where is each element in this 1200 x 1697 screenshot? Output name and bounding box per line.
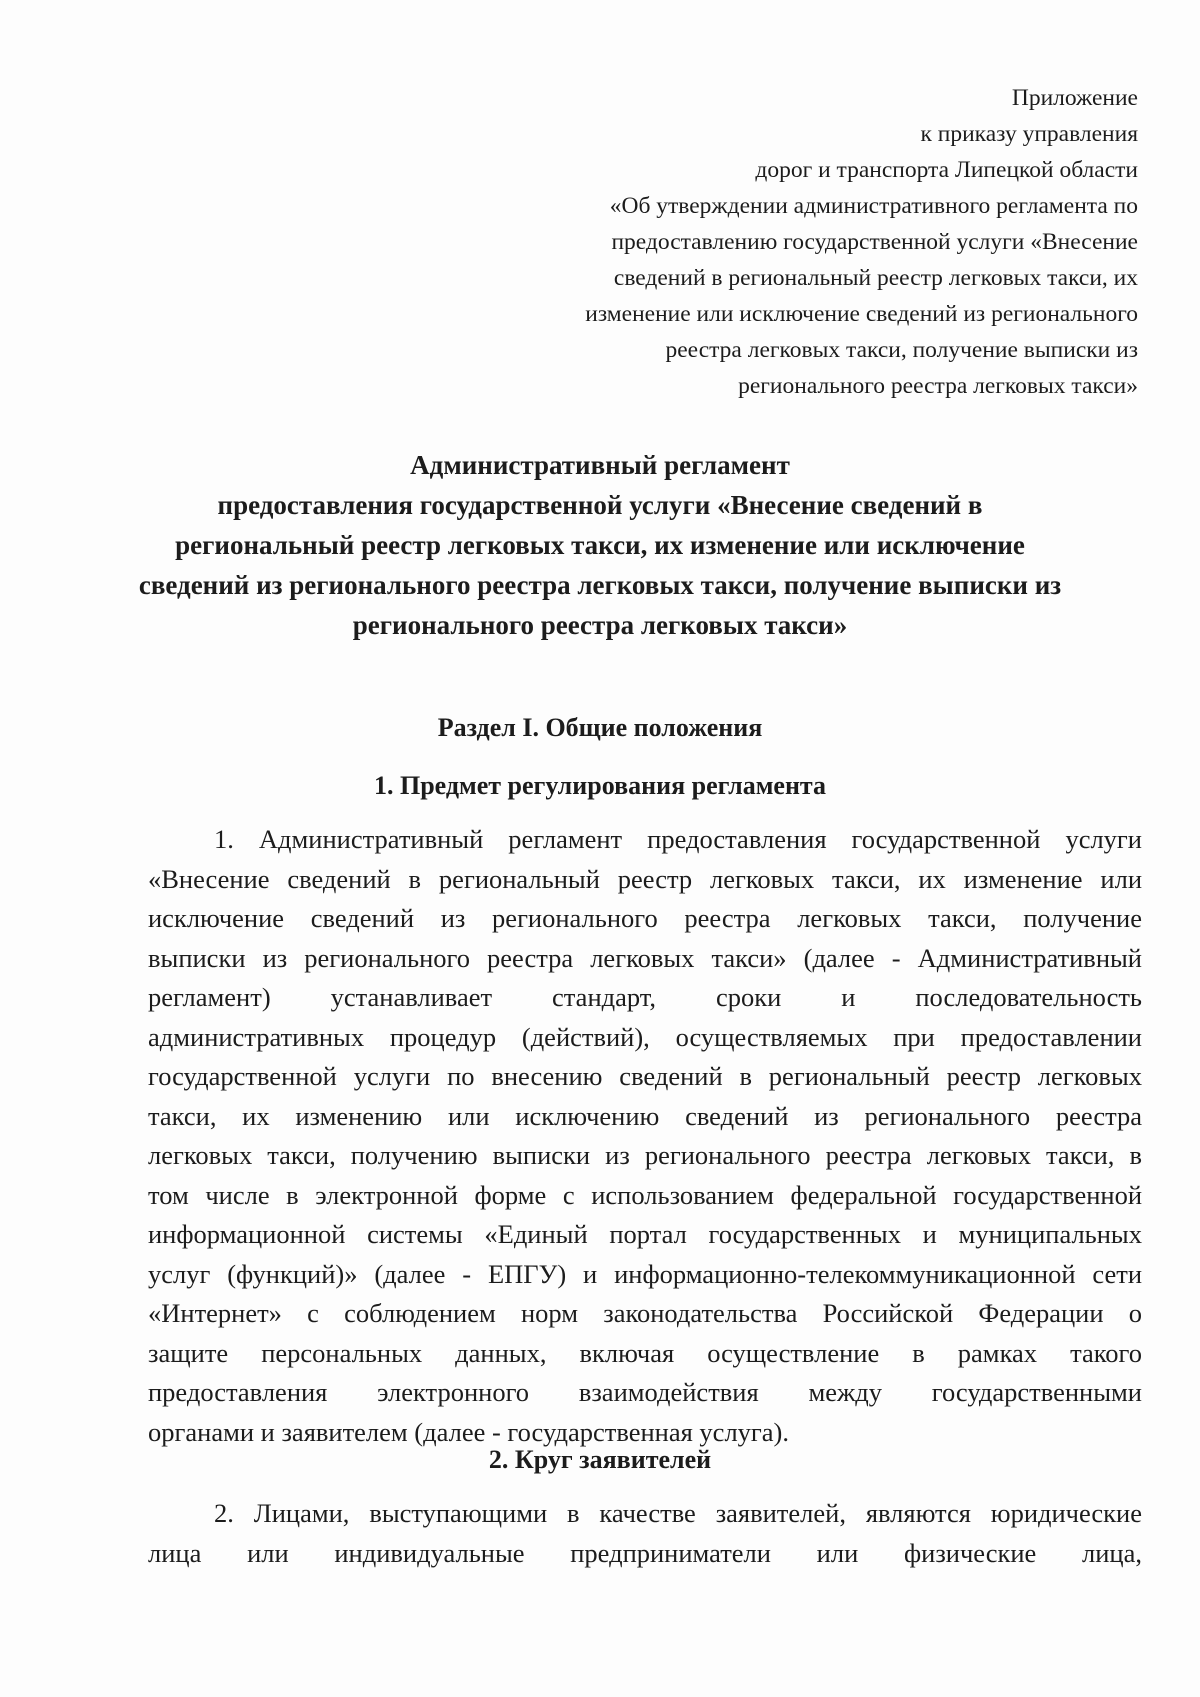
appendix-line: предоставлению государственной услуги «Внесение bbox=[611, 229, 1138, 255]
appendix-line: дорог и транспорта Липецкой области bbox=[755, 157, 1138, 183]
paragraph-line: такси, их изменению или исключению сведений из регионального реестра bbox=[148, 1100, 1142, 1131]
subsection-heading: 1. Предмет регулирования регламента bbox=[373, 771, 827, 800]
paragraph-line: регламент) устанавливает стандарт, сроки и последовательность bbox=[148, 982, 1142, 1012]
subsection-heading: 2. Круг заявителей bbox=[488, 1445, 712, 1474]
paragraph-line: легковых такси, получению выписки из регионального реестра легковых такси, в bbox=[148, 1140, 1142, 1170]
paragraph-1 bbox=[148, 820, 1142, 1452]
section-heading: Раздел I. Общие положения bbox=[437, 713, 763, 742]
appendix-line: реестра легковых такси, получение выписки из bbox=[665, 337, 1138, 363]
appendix-line: сведений в региональный реестр легковых такси, их bbox=[613, 265, 1138, 291]
paragraph-line: «Интернет» с соблюдением норм законодательства Российской Федерации о bbox=[148, 1298, 1142, 1328]
title-line: регионального реестра легковых такси» bbox=[352, 610, 848, 640]
appendix-line: изменение или исключение сведений из регионального bbox=[585, 301, 1138, 327]
paragraph-line: 2. Лицами, выступающими в качестве заявителей, являются юридические bbox=[214, 1498, 1142, 1528]
title-line: региональный реестр легковых такси, их изменение или исключение bbox=[175, 530, 1025, 560]
paragraph-line: информационной системы «Единый портал государственных и муниципальных bbox=[148, 1219, 1142, 1249]
title-line: предоставления государственной услуги «Внесение сведений в bbox=[217, 490, 983, 520]
appendix-line: Приложение bbox=[1011, 85, 1138, 111]
appendix-block bbox=[498, 80, 1138, 404]
appendix-line: регионального реестра легковых такси» bbox=[738, 373, 1138, 399]
paragraph-line: предоставления электронного взаимодействия между государственными bbox=[148, 1377, 1142, 1407]
document-title bbox=[120, 445, 1080, 645]
paragraph-2 bbox=[148, 1494, 1142, 1573]
paragraph-line: защите персональных данных, включая осуществление в рамках такого bbox=[148, 1337, 1142, 1368]
paragraph-line: выписки из регионального реестра легковых такси» (далее - Административный bbox=[148, 942, 1142, 973]
title-line: Административный регламент bbox=[410, 450, 790, 480]
title-line: сведений из регионального реестра легковых такси, получение выписки из bbox=[138, 570, 1062, 600]
paragraph-line: исключение сведений из регионального реестра легковых такси, получение bbox=[148, 903, 1142, 933]
paragraph-line: услуг (функций)» (далее - ЕПГУ) и информационно-телекоммуникационной сети bbox=[148, 1258, 1142, 1289]
paragraph-line: лица или индивидуальные предприниматели или физические лица, bbox=[148, 1537, 1142, 1568]
paragraph-line: том числе в электронной форме с использованием федеральной государственной bbox=[148, 1179, 1142, 1210]
paragraph-line: органами и заявителем (далее - государственная услуга). bbox=[148, 1416, 789, 1447]
paragraph-line: 1. Административный регламент предоставления государственной услуги bbox=[214, 824, 1142, 854]
paragraph-line: «Внесение сведений в региональный реестр легковых такси, их изменение или bbox=[148, 863, 1142, 894]
paragraph-line: государственной услуги по внесению сведений в региональный реестр легковых bbox=[148, 1061, 1142, 1091]
paragraph-line: административных процедур (действий), осуществляемых при предоставлении bbox=[148, 1021, 1142, 1052]
appendix-line: к приказу управления bbox=[920, 121, 1138, 147]
appendix-line: «Об утверждении административного регламента по bbox=[609, 193, 1138, 219]
